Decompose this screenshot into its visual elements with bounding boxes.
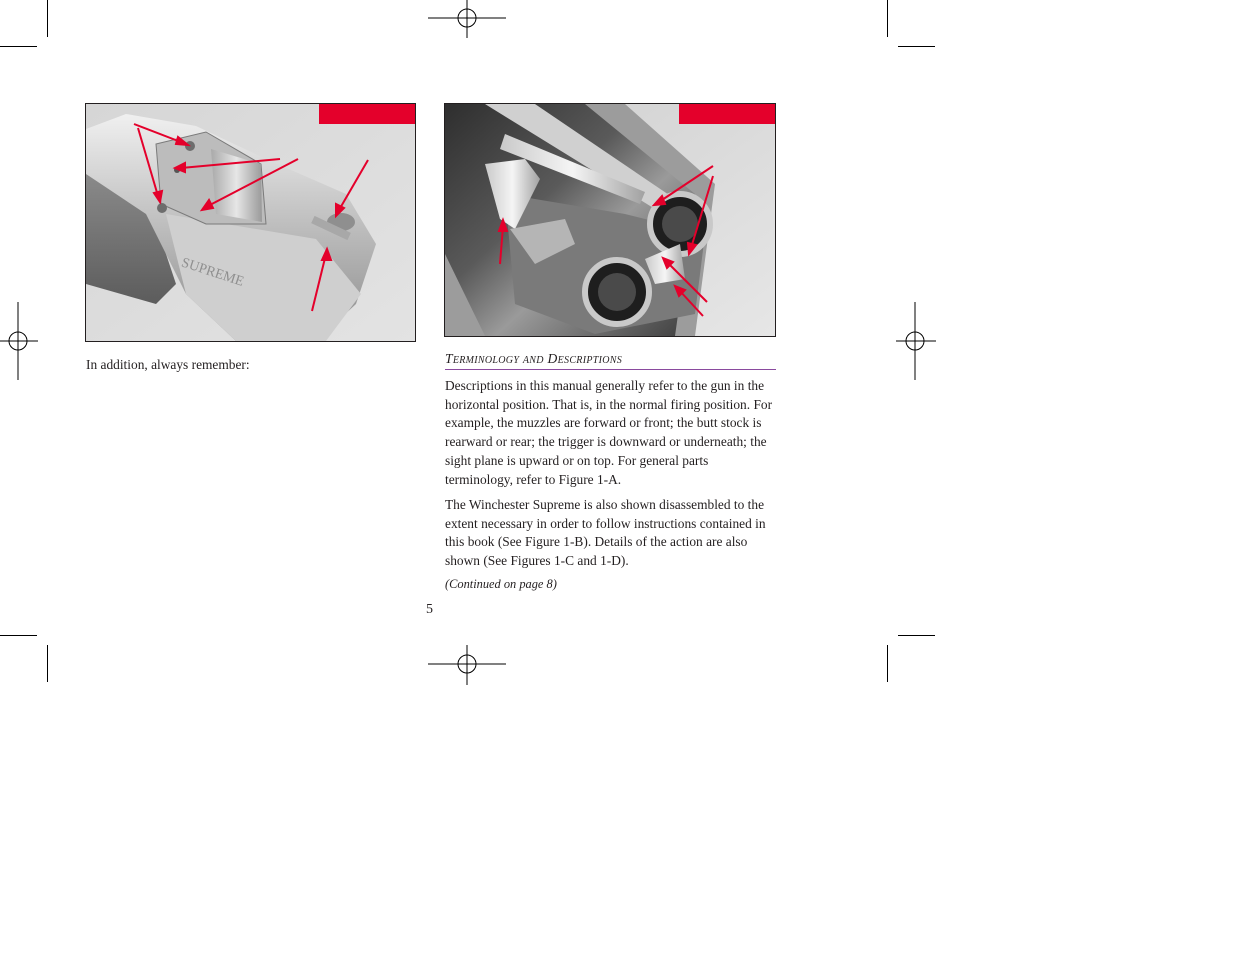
breech-illustration xyxy=(445,104,775,336)
registration-mark-bottom xyxy=(428,645,506,685)
page-number: 5 xyxy=(426,602,433,617)
receiver-illustration xyxy=(86,104,415,341)
intro-text: In addition, always remember: xyxy=(86,357,250,372)
crop-mark-top-left-horizontal xyxy=(0,46,37,47)
registration-mark-right xyxy=(896,302,936,380)
crop-mark-bottom-right-vertical xyxy=(887,645,888,682)
paragraph-disassembly: The Winchester Supreme is also shown disassembled to the extent necessary in order to follow instructions contained in this book (See Figure 1-B). Details of the action are also shown (See Figures 1-C and 1-D). xyxy=(445,497,766,569)
figure-tab-receiver xyxy=(319,104,415,124)
crop-mark-top-right-horizontal xyxy=(898,46,935,47)
figure-breech-photo xyxy=(444,103,776,337)
svg-text:SUPREME: SUPREME xyxy=(179,255,246,290)
continued-note: (Continued on page 8) xyxy=(445,577,557,591)
crop-mark-top-left-vertical xyxy=(47,0,48,37)
figure-receiver-photo xyxy=(85,103,416,342)
crop-mark-top-right-vertical xyxy=(887,0,888,37)
registration-mark-left xyxy=(0,302,40,380)
crop-mark-bottom-left-horizontal xyxy=(0,635,37,636)
crop-mark-bottom-left-vertical xyxy=(47,645,48,682)
figure-tab-breech xyxy=(679,104,775,124)
crop-mark-bottom-right-horizontal xyxy=(898,635,935,636)
registration-mark-top xyxy=(428,0,506,40)
paragraph-horizontal-position: Descriptions in this manual generally refer to the gun in the horizontal position. That is, in the normal firing position. For example, the muzzles are forward or front; the butt stock is rearward or rear; the trigger is downward or underneath; the sight plane is upward or on top. For general parts terminology, refer to Figure 1-A. xyxy=(445,378,773,487)
section-heading: Terminology and Descriptions xyxy=(445,351,776,370)
